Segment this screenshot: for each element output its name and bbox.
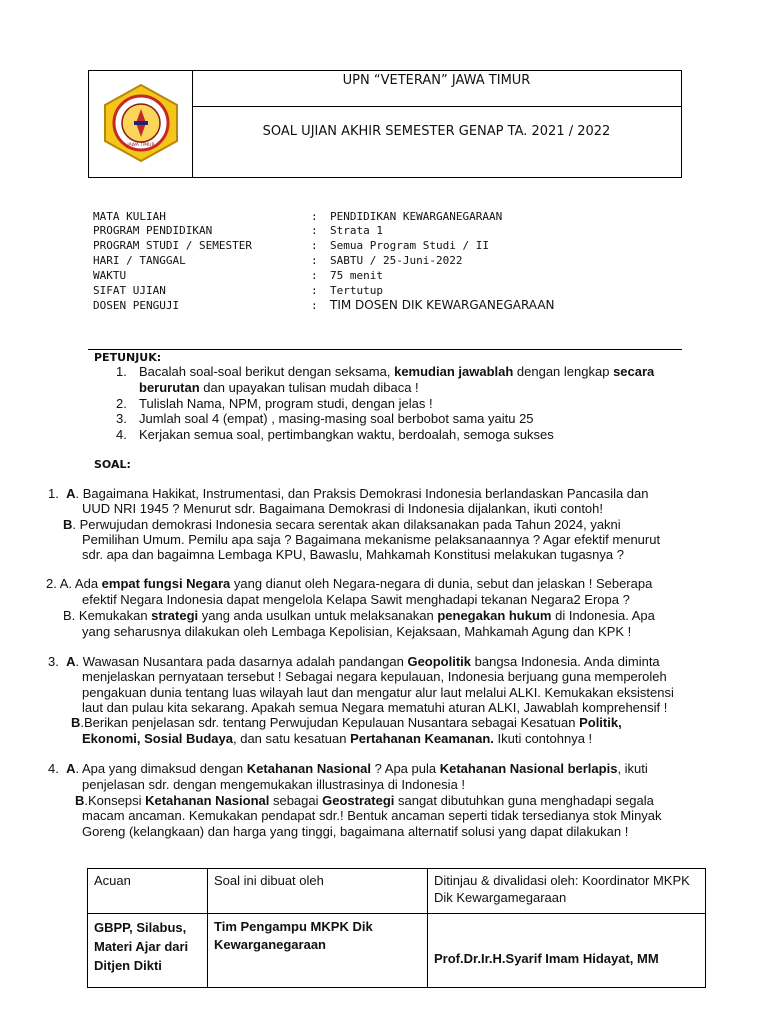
question-4b-line: macam ancaman. Kemukakan pendapat sdr.! Bentuk ancaman seperti tidak tersedianya stok Minyak: [82, 808, 662, 823]
text-run: dengan lengkap: [513, 364, 614, 379]
info-label: DOSEN PENGUJI: [93, 299, 180, 312]
text-run-bold: kemudian jawablah: [394, 364, 514, 379]
question-letter: B: [71, 715, 81, 730]
text-run-bold: Politik,: [579, 715, 622, 730]
info-colon: :: [311, 239, 318, 252]
text-run: dan upayakan tulisan mudah dibaca !: [199, 380, 419, 395]
section-divider: [88, 349, 682, 350]
question-2b-line: yang seharusnya dilakukan oleh Lembaga Kepolisian, Kejaksaan, Mahkamah Agung dan KPK !: [82, 624, 632, 639]
question-letter: A: [66, 654, 76, 669]
text-run-bold: strategi: [151, 608, 199, 623]
item-number: 1.: [116, 364, 127, 379]
text-run-bold: Ketahanan Nasional: [145, 793, 270, 808]
question-2a-line: efektif Negara Indonesia dapat mengelola Kelapa Sawit menghadapi tekanan Negara2 Eropa ?: [82, 592, 630, 607]
question-3b-line: [82, 731, 592, 748]
question-number: 1.: [48, 486, 59, 501]
item-text: Jumlah soal 4 (empat) , masing-masing soal berbobot sama yaitu 25: [139, 411, 534, 426]
text-run-bold: penegakan hukum: [437, 608, 552, 623]
text-run: . Perwujudan demokrasi Indonesia secara serentak akan dilaksanakan pada Tahun 2024, yakni: [72, 517, 621, 532]
question-letter: A: [66, 486, 76, 501]
question-2a-line: [46, 576, 652, 593]
text-run-bold: Pertahanan Keamanan.: [350, 731, 494, 746]
instruction-item: [116, 411, 534, 428]
info-value: Semua Program Studi / II: [330, 239, 489, 252]
text-run: yang anda usulkan untuk melaksanakan: [198, 608, 438, 623]
info-label: MATA KULIAH: [93, 210, 166, 223]
question-letter: B: [75, 793, 85, 808]
info-colon: :: [311, 210, 318, 223]
table-cell-reference: GBPP, Silabus, Materi Ajar dari Ditjen Dikti: [94, 920, 189, 973]
exam-title: SOAL UJIAN AKHIR SEMESTER GENAP TA. 2021 / 2022: [262, 124, 611, 139]
info-value: PENDIDIKAN KEWARGANEGARAAN: [330, 210, 503, 223]
text-run: yang dianut oleh Negara-negara di dunia, sebut dan jelaskan ! Seberapa: [230, 576, 653, 591]
text-run: . Wawasan Nusantara pada dasarnya adalah pandangan: [75, 654, 408, 669]
question-4b-line: Goreng (kelangkaan) dan harga yang tinggi, bagaimana alternatif solusi yang dapat dilakukan !: [82, 824, 629, 839]
question-3a-line: laut dan pulau kita sekarang. Apakah semua Negara mematuhi aturan ALKI, Jawablah komprehensif !: [82, 700, 668, 715]
text-run-bold: Geopolitik: [407, 654, 472, 669]
info-colon: :: [311, 299, 318, 312]
text-run: Ikuti contohnya !: [493, 731, 593, 746]
question-letter: A: [66, 761, 76, 776]
text-run: .Berikan penjelasan sdr. tentang Perwujudan Kepulauan Nusantara sebagai Kesatuan: [80, 715, 580, 730]
item-number: 3.: [116, 411, 127, 426]
text-run-bold: Ekonomi, Sosial Budaya: [82, 731, 233, 746]
university-name: UPN “VETERAN” JAWA TIMUR: [342, 73, 531, 88]
text-run: 2. A. Ada: [46, 576, 102, 591]
info-value: TIM DOSEN DIK KEWARGANEGARAAN: [330, 298, 555, 312]
text-run: di Indonesia. Apa: [551, 608, 655, 623]
question-3b-line: [71, 715, 622, 732]
table-header-reference: Acuan: [94, 873, 131, 888]
text-run: B. Kemukakan: [63, 608, 152, 623]
text-run: ? Apa pula: [371, 761, 440, 776]
question-1a-line: UUD NRI 1945 ? Menurut sdr. Bagaimana Demokrasi di Indonesia dijalankan, ikuti contoh!: [82, 501, 603, 516]
text-run-bold: berurutan: [139, 380, 200, 395]
questions-heading: SOAL:: [94, 458, 131, 471]
question-1b-line: sdr. apa dan bagaimna Lembaga KPU, Bawaslu, Mahkamah Konstitusi melakukan tugasnya ?: [82, 547, 624, 562]
info-label: HARI / TANGGAL: [93, 254, 186, 267]
text-run-bold: secara: [613, 364, 655, 379]
question-number: 4.: [48, 761, 59, 776]
text-run: sangat dibutuhkan guna menghadapi segala: [394, 793, 654, 808]
text-run-bold: Ketahanan Nasional: [246, 761, 372, 776]
question-3a-line: menjelaskan pernyataan tersebut ! Sebagai negara kepulauan, Indonesia berjuang guna memperoleh: [82, 669, 667, 684]
text-run: . Bagaimana Hakikat, Instrumentasi, dan Praksis Demokrasi Indonesia berlandaskan Pancasila dan: [75, 486, 649, 501]
text-run-bold: Ketahanan Nasional berlapis: [439, 761, 618, 776]
info-colon: :: [311, 224, 318, 237]
text-run: . Apa yang dimaksud dengan: [75, 761, 247, 776]
instruction-item: [116, 427, 554, 444]
text-run: , ikuti: [617, 761, 648, 776]
info-value: Strata 1: [330, 224, 383, 237]
info-colon: :: [311, 284, 318, 297]
text-run-bold: Geostrategi: [322, 793, 395, 808]
info-value: 75 menit: [330, 269, 383, 282]
table-header-validator: Ditinjau & divalidasi oleh: Koordinator MKPK Dik Kewargamegaraan: [434, 873, 690, 905]
table-cell-author: Tim Pengampu MKPK Dik Kewarganegaraan: [214, 919, 373, 952]
logo-cell: [89, 71, 193, 177]
instruction-item-continued: [139, 380, 419, 397]
item-text: Kerjakan semua soal, pertimbangkan waktu, berdoalah, semoga sukses: [139, 427, 554, 442]
info-label: PROGRAM STUDI / SEMESTER: [93, 239, 252, 252]
item-text: [139, 364, 654, 381]
question-1b-line: Pemilihan Umum. Pemilu apa saja ? Bagaimana mekanisme pelaksanaannya ? Agar efektif menurut: [82, 532, 661, 547]
question-3a-line: pengakuan dunia tentang luas wilayah laut dan mengatur alur laut melalui ALKI. Kemukakan eksistensi: [82, 685, 674, 700]
info-value: Tertutup: [330, 284, 383, 297]
question-number: 3.: [48, 654, 59, 669]
item-number: 2.: [116, 396, 127, 411]
question-4a-line: penjelasan sdr. dengan mengemukakan illustrasinya di Indonesia !: [82, 777, 466, 792]
text-run: .Konsepsi: [84, 793, 146, 808]
table-cell-validator: Prof.Dr.Ir.H.Syarif Imam Hidayat, MM: [434, 951, 659, 966]
text-run: sebagai: [269, 793, 323, 808]
info-value: SABTU / 25-Juni-2022: [330, 254, 463, 267]
university-logo: [101, 83, 181, 163]
text-run: , dan satu kesatuan: [233, 731, 351, 746]
question-letter: B: [63, 517, 73, 532]
text-run: bangsa Indonesia. Anda diminta: [471, 654, 660, 669]
instructions-heading: PETUNJUK:: [94, 351, 162, 364]
info-label: PROGRAM PENDIDIKAN: [93, 224, 213, 237]
info-label: WAKTU: [93, 269, 127, 282]
item-number: 4.: [116, 427, 127, 442]
text-run: Bacalah soal-soal berikut dengan seksama,: [139, 364, 395, 379]
exam-header-box: [88, 70, 682, 178]
table-header-author: Soal ini dibuat oleh: [214, 873, 324, 888]
validation-table: [87, 868, 706, 988]
item-text: Tulislah Nama, NPM, program studi, dengan jelas !: [139, 396, 433, 411]
instruction-item: [116, 364, 655, 381]
info-colon: :: [311, 269, 318, 282]
question-2b-line: [63, 608, 655, 625]
info-colon: :: [311, 254, 318, 267]
logo-text: JAWA TIMUR: [127, 143, 155, 148]
question-4a-line: [48, 761, 648, 778]
text-run-bold: empat fungsi Negara: [101, 576, 231, 591]
info-label: SIFAT UJIAN: [93, 284, 166, 297]
